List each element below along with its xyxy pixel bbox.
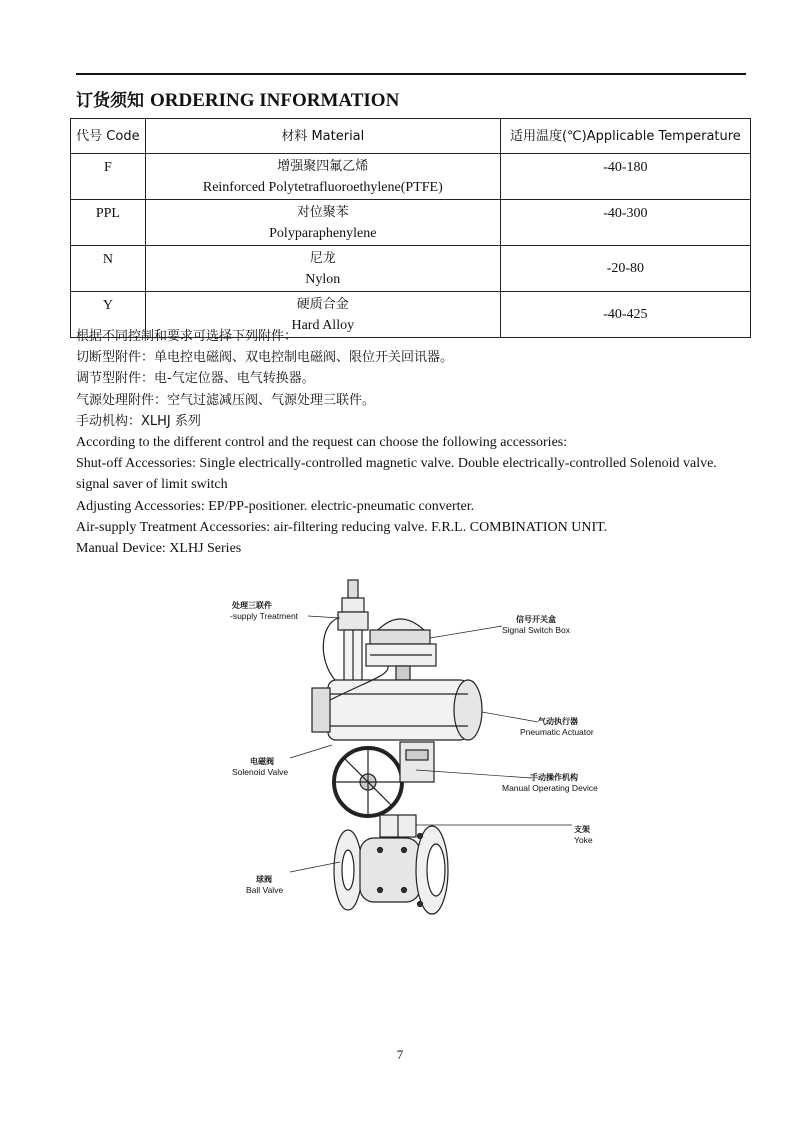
table-row [71,200,751,246]
label-supply-cn: 处理三联件 [232,601,272,610]
table-header-row [71,119,751,154]
note-cn: 气源处理附件：空气过滤减压阀、气源处理三联件。 [76,392,376,408]
label-manual-en: Manual Operating Device [502,783,598,793]
ordering-table [70,118,751,338]
label-signal-cn: 信号开关盒 [516,615,556,624]
label-ball-cn: 球阀 [256,875,272,884]
label-solenoid-cn: 电磁阀 [250,757,274,766]
label-supply-en: -supply Treatment [230,611,299,621]
header-temp: 适用温度(℃)Applicable Temperature [500,119,750,154]
cell-code: F [71,154,146,200]
heading-en: ORDERING INFORMATION [150,90,400,111]
note-en: Adjusting Accessories: EP/PP-positioner. electric-pneumatic converter. [76,498,475,514]
yoke-bracket [380,815,416,837]
ball-valve [334,826,448,914]
cell-code: N [71,246,146,292]
label-yoke-en: Yoke [574,835,593,845]
manual-operating-device [334,742,434,816]
label-yoke-cn: 支架 [574,825,590,834]
note-en: Shut-off Accessories: Single electrically-controlled magnetic valve. Double electrically-controlled Solenoid valve. [76,456,717,472]
heading-cn: 订货须知 [76,91,144,111]
label-signal-en: Signal Switch Box [502,625,571,635]
table-row [71,246,751,292]
cell-temp: -40-425 [500,292,750,338]
note-en: Air-supply Treatment Accessories: air-filtering reducing valve. F.R.L. COMBINATION UNIT. [76,519,608,535]
cell-material: 尼龙 Nylon [145,246,500,292]
cell-material: 对位聚苯 Polyparaphenylene [145,200,500,246]
cell-temp: -20-80 [500,246,750,292]
note-en: Manual Device: XLHJ Series [76,541,242,557]
note-cn: 调节型附件：电-气定位器、电气转换器。 [76,371,315,387]
note-en: signal saver of limit switch [76,477,228,493]
top-rule [76,73,746,75]
page-heading [76,86,399,112]
label-actuator-cn: 气动执行器 [538,717,578,726]
cell-code: Y [71,292,146,338]
label-solenoid-en: Solenoid Valve [232,767,289,777]
cell-temp: -40-300 [500,200,750,246]
supply-treatment-unit [323,580,368,690]
accessory-notes [76,326,746,559]
label-actuator-en: Pneumatic Actuator [520,727,594,737]
header-code: 代号 Code [71,119,146,154]
label-manual-cn: 手动操作机构 [530,773,578,782]
valve-assembly-diagram [220,570,620,930]
cell-material: 增强聚四氟乙烯 Reinforced Polytetrafluoroethylene(PTFE) [145,154,500,200]
note-en: According to the different control and the request can choose the following accessories: [76,435,568,451]
page-number: 7 [396,1047,404,1062]
note-cn: 切断型附件：单电控电磁阀、双电控制电磁阀、限位开关回讯器。 [76,350,454,366]
cell-material: 硬质合金 Hard Alloy [145,292,500,338]
cell-temp: -40-180 [500,154,750,200]
header-material: 材料 Material [145,119,500,154]
label-ball-en: Ball Valve [246,885,284,895]
cell-code: PPL [71,200,146,246]
table-row [71,154,751,200]
note-cn: 手动机构：XLHJ 系列 [76,413,201,429]
signal-switch-box [366,619,436,680]
note-cn: 根据不同控制和要求可选择下列附件： [76,329,298,344]
